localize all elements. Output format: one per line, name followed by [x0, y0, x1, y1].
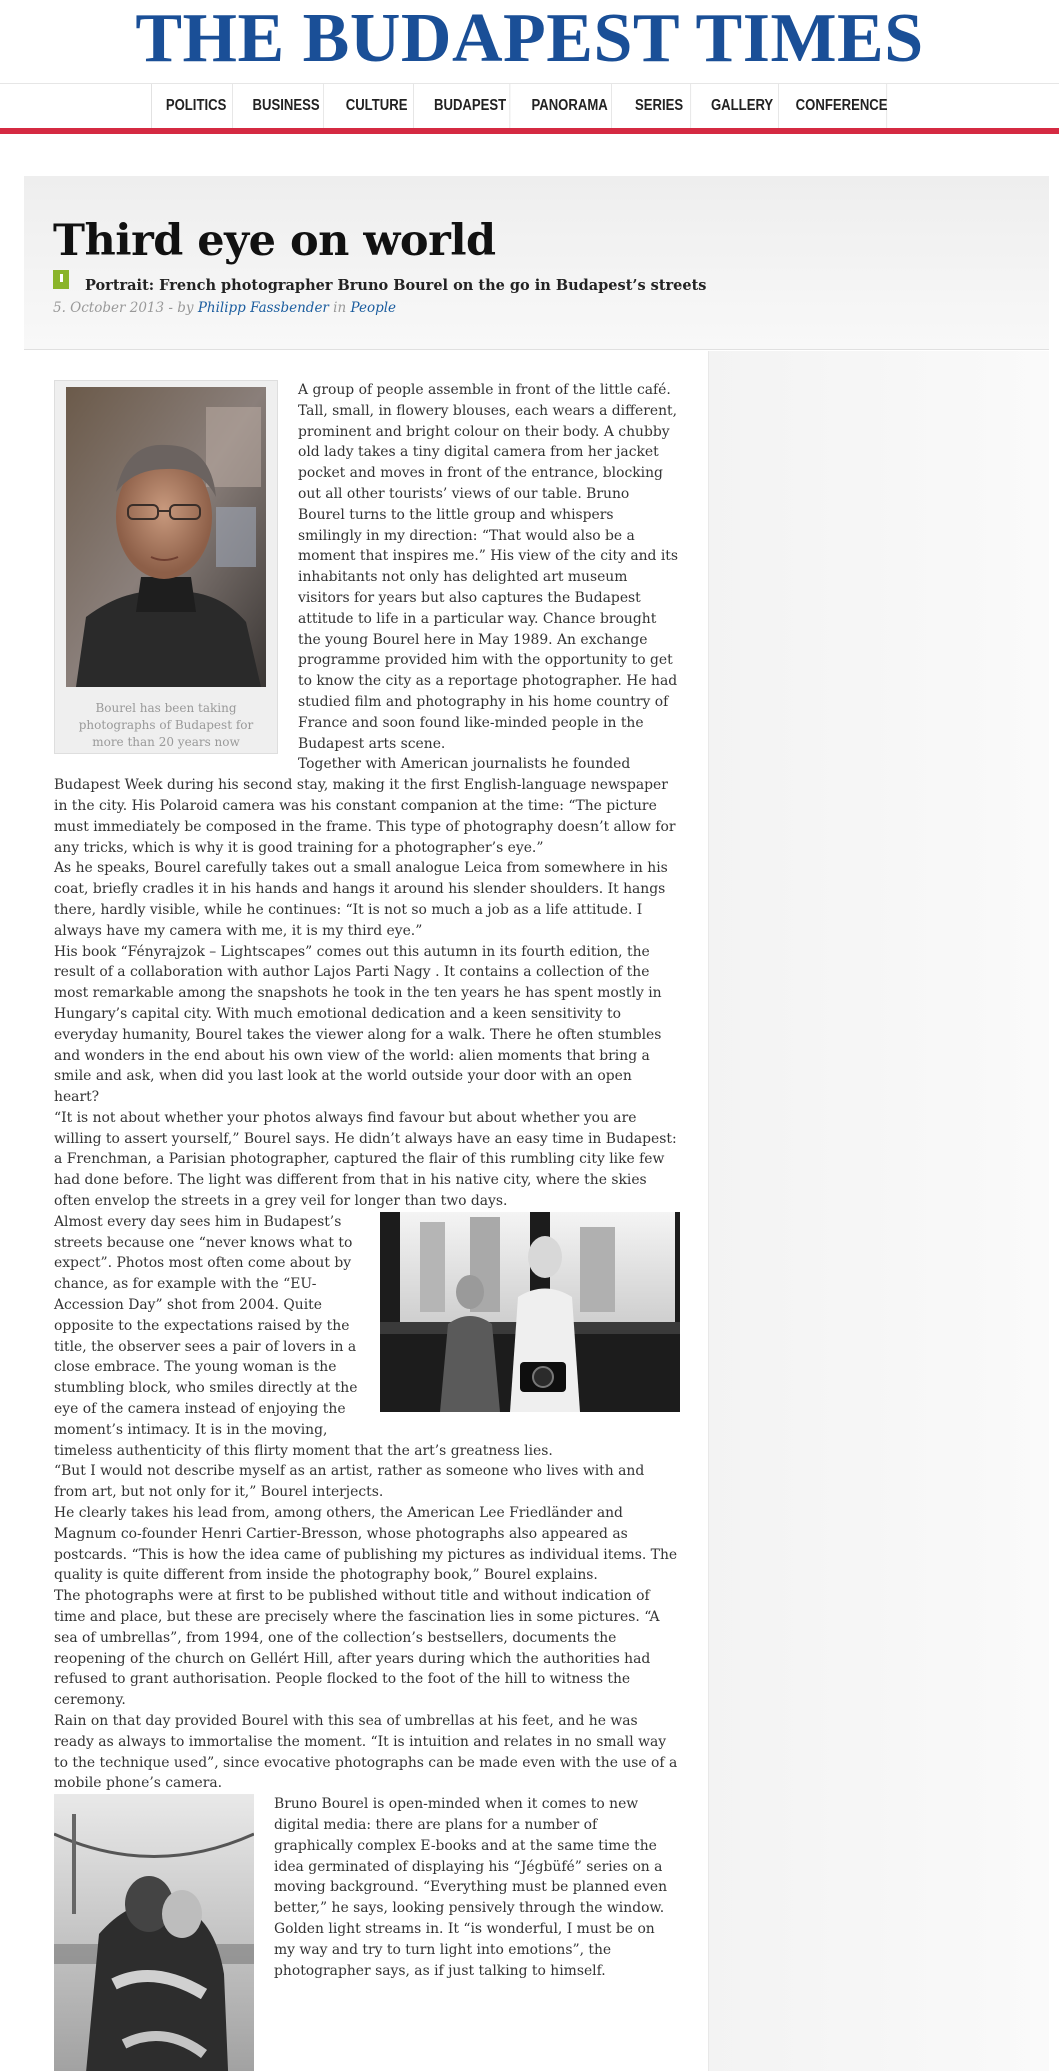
article-paragraph: He clearly takes his lead from, among others, the American Lee Friedländer and Magnum co-founder Henri Cartier-Bresson, whose photographs also appeared as postcards. “This is how the idea came of publishing my pictures as individual items. The quality is quite different from inside the photography book,” Bourel explains.: [54, 1505, 678, 1584]
nav-accent-bar: [0, 128, 1059, 134]
article-header: [24, 176, 1049, 350]
byline-prefix: - by: [164, 300, 198, 316]
article-paragraph: His book “Fényrajzok – Lightscapes” comes out this autumn in its fourth edition, the result of a collaboration with author Lajos Parti Nagy . It contains a collection of the most remarkable among the snapshots he took in the ten years he has spent mostly in Hungary’s capital city. With much emotional dedication and a keen sensitivity to everyday humanity, Bourel takes the viewer along for a walk. There he often stumbles and wonders in the end about his own view of the world: alien moments that bring a smile and ask, when did you last look at the world outside your door with an open heart?: [54, 943, 662, 1106]
nav-item-panorama[interactable]: PANORAMA: [528, 84, 612, 128]
site-logo[interactable]: THE BUDAPEST TIMES: [135, 0, 924, 77]
article-paragraph: “But I would not describe myself as an artist, rather as someone who lives with and from art, but not only for it,” Bourel interjects.: [54, 1463, 645, 1501]
category-link[interactable]: People: [350, 300, 397, 316]
article-paragraph: “It is not about whether your photos always find favour but about whether you are willing to assert yourself,” Bourel says. He didn’t always have an easy time in Budapest: a Frenchman, a Parisian photographer, captured the flair of this rumbling city like few had done before. The light was different from that in his native city, where the skies often envelop the streets in a grey veil for longer than two days.: [54, 1109, 677, 1210]
sidebar: [708, 351, 1049, 2071]
nav-item-gallery[interactable]: GALLERY: [706, 84, 779, 128]
article-date: 5. October 2013: [53, 300, 165, 316]
nav-item-politics[interactable]: POLITICS: [160, 84, 233, 128]
nav-item-conference[interactable]: CONFERENCE: [797, 84, 887, 128]
nav-item-culture[interactable]: CULTURE: [340, 84, 414, 128]
article-title: Third eye on world: [53, 216, 496, 266]
nav-item-business[interactable]: BUSINESS: [249, 84, 324, 128]
article-paragraph: A group of people assemble in front of the little café. Tall, small, in flowery blouses, each wears a different, prominent and bright colour on their body. A chubby old lady takes a tiny digital camera from her jacket pocket and moves in front of the entrance, blocking out all other tourists’ views of our table. Bruno Bourel turns to the little group and whispers smilingly in my direction: “That would also be a moment that inspires me.” His view of the city and its inhabitants not only has delighted art museum visitors for years but also captures the Budapest attitude to life in a particular way. Chance brought the young Bourel here in May 1989. An exchange programme provided him with the opportunity to get to know the city as a reportage photographer. He had studied film and photography in his home country of France and soon found like-minded people in the Budapest arts scene.: [298, 382, 679, 752]
article-paragraph: The photographs were at first to be published without title and without indication of time and place, but these are precisely where the fascination lies in some pictures. “A sea of umbrellas”, from 1994, one of the collection’s bestsellers, documents the reopening of the church on Gellért Hill, after years during which the authorities had refused to grant authorisation. People flocked to the foot of the hill to witness the ceremony.: [54, 1588, 660, 1709]
portrait-figure: [54, 380, 278, 754]
article-paragraph: Together with American journalists he founded Budapest Week during his second stay, making it the first English-language newspaper in the city. His Polaroid camera was his constant companion at the time: “The picture must immediately be composed in the frame. This type of photography doesn’t allow for any tricks, which is why it is good training for a photographer’s eye.”: [54, 756, 676, 856]
nav-item-series[interactable]: SERIES: [628, 84, 691, 128]
tram-photo[interactable]: [380, 1212, 680, 1412]
category-prefix: in: [328, 300, 351, 316]
article-paragraph: Bruno Bourel is open-minded when it comes to new digital media: there are plans for a number of graphically complex E-books and at the same time the idea germinated of displaying his “Jégbüfé” series on a moving background. “Everything must be planned even better,” he says, looking pensively through the window. Golden light streams in. It “is wonderful, I must be on my way and try to turn light into emotions”, the photographer says, as if just talking to himself.: [274, 1796, 668, 1979]
portrait-photo[interactable]: [66, 387, 266, 687]
nav-item-budapest[interactable]: BUDAPEST: [431, 84, 511, 128]
masthead: [0, 0, 1059, 84]
article-paragraph: Rain on that day provided Bourel with this sea of umbrellas at his feet, and he was ready as always to immortalise the moment. “It is intuition and relates in no small way to the technique used”, since evocative photographs can be made even with the use of a mobile phone’s camera.: [54, 1713, 678, 1792]
main-nav: [0, 84, 1059, 128]
embrace-photo[interactable]: [54, 1794, 254, 2071]
article-subtitle: Portrait: French photographer Bruno Bourel on the go in Budapest’s streets: [85, 277, 707, 294]
author-link[interactable]: Philipp Fassbender: [197, 300, 329, 316]
article-paragraph: As he speaks, Bourel carefully takes out a small analogue Leica from somewhere in his coat, briefly cradles it in his hands and hangs it around his slender shoulders. It hangs there, hardly visible, while he continues: “It is not so much a job as a life attitude. I always have my camera with me, it is my third eye.”: [54, 860, 668, 939]
article-meta: [53, 300, 396, 316]
portrait-caption: Bourel has been taking photographs of Budapest for more than 20 years now: [78, 700, 254, 749]
article-paragraph: Almost every day sees him in Budapest’s streets because one “never knows what to expect”. Photos most often come about by chance, as for example with the “EU-Accession Day” shot from 2004. Quite opposite to the expectations raised by the title, the observer sees a pair of lovers in a close embrace. The young woman is the stumbling block, who smiles directly at the eye of the camera instead of enjoying the moment’s intimacy. It is in the moving, timeless authenticity of this flirty moment that the art’s greatness lies.: [54, 1213, 553, 1459]
article-body: [54, 380, 680, 2071]
bookmark-icon: [53, 270, 69, 289]
